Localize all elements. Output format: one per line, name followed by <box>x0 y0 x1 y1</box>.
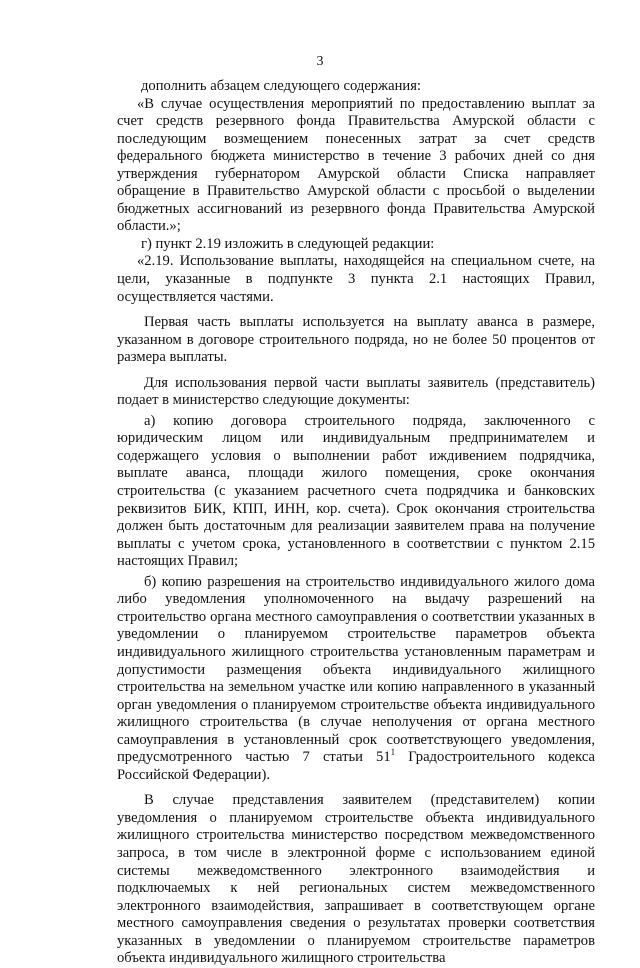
footnote-superscript: 1 <box>390 747 396 758</box>
paragraph-documents-intro: Для использования первой части выплаты заявитель (представитель) подает в министерство следующие документы: <box>117 374 595 409</box>
paragraph-item-b <box>117 574 595 785</box>
paragraph-first-part: Первая часть выплаты используется на выплату аванса в размере, указанном в договоре строительного подряда, но не более 50 процентов от размера выплаты. <box>117 314 595 366</box>
paragraph-notification-case: В случае представления заявителем (представителем) копии уведомления о планируемом строительстве объекта индивидуального жилищного строительства министерство посредством межведомственного запроса, в том числе в электронной форме с использованием единой системы межведомственного электронного взаимодействия и подключаемых к ней региональных систем межведомственного электронного взаимодействия, запрашивает в соответствующем органе местного самоуправления сведения о результатах проверки соответствия указанных в уведомлении о планируемом строительстве параметров объекта индивидуального жилищного строительства <box>117 792 595 967</box>
document-body <box>117 78 595 968</box>
item-b-text: б) копию разрешения на строительство индивидуального жилого дома либо уведомления уполномоченного на выдачу разрешений на строительство органа местного самоуправления о соответствии указанных в уведомлении о планируемом строительстве параметров объекта индивидуального жилищного строительства установленным параметрам и допустимости размещения объекта индивидуального жилищного строительства на земельном участке или копию направленного в указанный орган уведомления о планируемом строительстве объекта индивидуального жилищного строительства (в случае неполучения от органа местного самоуправления в установленный срок соответствующего уведомления, предусмотренного частью 7 статьи 51 <box>117 573 595 766</box>
item-b-tail: Градостроительного кодекса Российской Федерации). <box>117 749 596 783</box>
paragraph-item-a: а) копию договора строительного подряда, заключенного с юридическим лицом или индивидуальным предпринимателем и содержащего условия о выполнении работ иждивением подрядчика, выплате аванса, площади жилого помещения, сроке окончания строительства (с указанием расчетного счета подрядчика и банковских реквизитов БИК, КПП, ИНН, кор. счета). Срок окончания строительства должен быть достаточным для реализации заявителем права на получение выплаты с учетом срока, установленного в соответствии с пунктом 2.15 настоящих Правил; <box>117 412 595 570</box>
page-number: 3 <box>316 54 324 69</box>
paragraph-point-g: г) пункт 2.19 изложить в следующей редакции: <box>141 235 435 252</box>
paragraph-2-19: «2.19. Использование выплаты, находящейся на специальном счете, на цели, указанные в подпункте 3 пункта 2.1 настоящих Правил, осуществляется частями. <box>117 253 595 305</box>
paragraph-intro: дополнить абзацем следующего содержания: <box>141 78 421 94</box>
paragraph-reserve-fund: «В случае осуществления мероприятий по предоставлению выплат за счет средств резервного фонда Правительства Амурской области с последующим возмещением понесенных затрат за счет средств федерального бюджета министерство в течение 3 рабочих дней со дня утверждения губернатором Амурской области Списка направляет обращение в Правительство Амурской области с просьбой о выделении бюджетных ассигнований из резервного фонда Правительства Амурской области.»; <box>117 95 595 235</box>
